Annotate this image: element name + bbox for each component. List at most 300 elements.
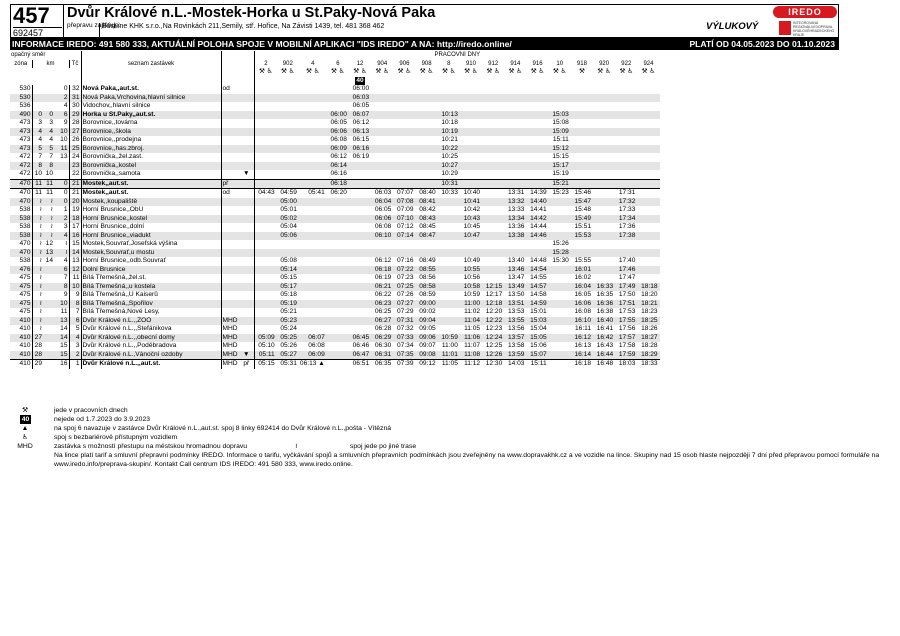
time-cell: [255, 94, 277, 103]
time-cell: [549, 223, 571, 232]
time-cell: 10:18: [441, 119, 458, 126]
time-cell: 17:33: [618, 206, 636, 213]
stop-mark: MHD: [222, 325, 238, 332]
time-cell: [277, 111, 299, 120]
time-cell: 04:43: [255, 189, 277, 198]
time-cell: [637, 153, 659, 162]
time-cell: [255, 153, 277, 162]
time-cell: [615, 119, 637, 128]
time-cell: 17:46: [615, 266, 637, 275]
time-cell: [416, 240, 438, 249]
time-cell: [637, 170, 659, 179]
time-cell: [327, 257, 349, 266]
trip-codes: ⚒ ♿: [530, 68, 545, 75]
stop-name: Borovnička,,kostel: [81, 162, 221, 171]
time-cell: 14:03: [504, 360, 526, 369]
time-cell: [482, 232, 504, 241]
time-cell: [526, 94, 548, 103]
time-cell: [327, 274, 349, 283]
time-cell: 12:25: [485, 342, 503, 349]
time-cell: 06:05: [330, 119, 347, 126]
time-cell: 13:40: [507, 257, 525, 264]
time-cell: 17:51: [615, 300, 637, 309]
stop-arrow: [239, 274, 255, 283]
stop-name: Mostek,Souvrať,u mostu: [81, 249, 221, 258]
time-cell: [255, 300, 277, 309]
time-cell: 12:26: [482, 351, 504, 360]
km-cell: 0: [32, 111, 43, 120]
time-cell: 06:13 ▲: [299, 360, 325, 367]
km-cell: ≀: [43, 198, 54, 207]
time-cell: 11:08: [460, 351, 482, 360]
time-cell: [593, 274, 615, 283]
time-cell: 06:16: [330, 170, 347, 177]
trip-codes: ⚒ ♿: [552, 68, 567, 75]
time-cell: 17:31: [615, 189, 637, 198]
stop-name: Vidochov,,hlavní silnice: [81, 102, 221, 111]
blank-cell: [221, 51, 255, 60]
time-cell: 08:47: [416, 232, 438, 241]
stop-row: [10, 249, 660, 258]
zone-cell: 476: [10, 266, 32, 275]
time-cell: [393, 136, 415, 145]
time-cell: 06:46: [352, 342, 370, 349]
time-cell: [255, 85, 277, 94]
time-cell: [393, 85, 415, 94]
stop-name: Mostek,,aut.st.: [81, 189, 221, 198]
zone-cell: 410: [10, 360, 32, 369]
time-cell: 17:59: [615, 351, 637, 360]
flag-cell: [460, 77, 482, 86]
time-cell: 05:10: [258, 342, 275, 349]
time-cell: [371, 102, 393, 111]
km-cell: 4: [63, 102, 68, 109]
time-cell: [593, 111, 615, 120]
time-cell: 18:18: [637, 283, 659, 292]
stop-name: Horní Brusnice,,odb.Souvrať: [81, 257, 221, 266]
time-cell: 08:45: [419, 223, 436, 230]
stop-name: Dvůr Králové n.L.,,aut.st.: [81, 360, 221, 369]
time-cell: 08:49: [419, 257, 436, 264]
time-cell: [482, 215, 504, 224]
stop-arrow: [239, 94, 255, 103]
km-cell: 28: [32, 342, 43, 351]
stop-row: [10, 136, 660, 145]
time-cell: 05:08: [280, 257, 297, 264]
stop-row: [10, 291, 660, 300]
time-cell: [549, 291, 571, 300]
time-cell: [504, 128, 526, 137]
time-cell: [482, 111, 504, 120]
time-cell: 14:42: [526, 215, 548, 224]
timetable-header: [10, 4, 839, 38]
time-cell: 10:45: [463, 223, 481, 230]
time-cell: [571, 94, 593, 103]
blank-cell: [221, 68, 255, 77]
time-cell: 17:40: [618, 257, 636, 264]
time-cell: [349, 240, 371, 249]
time-cell: 07:22: [393, 266, 415, 275]
time-cell: 06:05: [352, 102, 370, 109]
km-cell: ≀: [50, 223, 53, 230]
time-cell: 07:25: [393, 283, 415, 292]
flag-cell: [526, 77, 548, 86]
time-cell: 16:12: [571, 334, 593, 343]
zone-cell: 410: [10, 317, 32, 326]
stop-mark: [221, 102, 239, 111]
time-cell: 15:12: [549, 145, 571, 154]
time-cell: 12:20: [485, 308, 503, 315]
stop-name: Borovnice,,prodejna: [81, 136, 221, 145]
time-cell: 05:26: [280, 342, 297, 349]
km-cell: 4: [54, 232, 69, 241]
zone-cell: 410: [19, 342, 31, 349]
stop-name: Borovnice,,has.zbroj.: [81, 145, 221, 154]
time-cell: 15:48: [574, 206, 592, 213]
time-cell: 12:23: [485, 325, 503, 332]
time-cell: [277, 249, 299, 258]
codes-row: [10, 68, 660, 77]
time-cell: 05:23: [277, 317, 299, 326]
stop-arrow: ▼: [239, 170, 255, 179]
time-cell: 18:29: [637, 351, 659, 360]
time-cell: [549, 334, 571, 343]
km-cell: 8: [32, 162, 43, 171]
time-cell: [571, 249, 593, 258]
zone-cell: 538: [19, 257, 31, 264]
time-cell: [255, 274, 277, 283]
time-cell: [504, 240, 526, 249]
time-cell: [393, 249, 415, 258]
time-cell: [416, 85, 438, 94]
header-row-1: [10, 51, 660, 60]
time-cell: 10:55: [460, 266, 482, 275]
tc-cell: 8: [69, 300, 81, 309]
time-cell: [482, 170, 504, 179]
trip-codes: ⚒ ♿: [353, 68, 367, 75]
time-cell: 11:12: [460, 360, 482, 369]
zone-cell: 475: [10, 300, 32, 309]
time-cell: 08:43: [416, 215, 438, 224]
time-cell: 05:01: [280, 206, 297, 213]
stop-row: [10, 145, 660, 154]
km-cell: 12: [45, 240, 53, 247]
time-cell: 10:43: [460, 215, 482, 224]
time-cell: [349, 325, 371, 334]
logo-subtitle: INTEGROVANÁ REGIONÁLNÍ DOPRAVA KRÁLOVÉHRADECKÉHO KRAJE: [793, 21, 835, 37]
time-cell: [327, 223, 349, 232]
zone-cell: 490: [10, 111, 32, 120]
time-cell: 06:00: [352, 85, 370, 92]
stop-name: Mostek,,koupaliště: [81, 198, 221, 207]
time-cell: [299, 170, 327, 179]
time-cell: 15:07: [526, 351, 548, 360]
time-cell: 15:26: [552, 240, 569, 247]
km-cell: 7: [49, 153, 53, 160]
zone-cell: 470: [10, 198, 32, 207]
time-cell: [327, 240, 349, 249]
time-cell: [393, 162, 415, 171]
km-cell: 11: [32, 189, 43, 198]
time-cell: 07:32: [397, 325, 414, 332]
time-cell: 08:40: [416, 189, 438, 198]
time-cell: [460, 94, 482, 103]
time-cell: 15:04: [530, 325, 547, 332]
km-cell: 0: [54, 189, 69, 198]
km-cell: [43, 334, 54, 343]
time-cell: 13:59: [504, 351, 526, 360]
timetable-page: [10, 4, 839, 369]
time-cell: 07:08: [393, 198, 415, 207]
time-cell: 18:33: [637, 360, 659, 369]
time-cell: [299, 111, 327, 120]
stop-name: Dvůr Králové n.L.,,ZOO: [81, 317, 221, 326]
time-cell: 16:33: [593, 283, 615, 292]
stop-mark: [221, 111, 239, 120]
time-cell: [349, 249, 371, 258]
time-cell: [460, 153, 482, 162]
time-cell: [637, 240, 659, 249]
time-cell: [526, 111, 548, 120]
time-cell: [549, 215, 571, 224]
flag-cell: [504, 77, 526, 86]
km-cell: [43, 291, 54, 300]
time-cell: 11:04: [460, 317, 482, 326]
time-cell: 07:10: [393, 215, 415, 224]
stop-name: Bílá Třemešná,,Spořilov: [81, 300, 221, 309]
km-cell: ≀: [32, 283, 43, 292]
trip-number: 902: [282, 60, 293, 67]
time-cell: 09:02: [419, 308, 436, 315]
time-cell: [615, 102, 637, 111]
time-cell: 06:14: [327, 162, 349, 171]
time-cell: [615, 249, 637, 258]
km-cell: 3: [49, 119, 53, 126]
time-cell: [460, 128, 482, 137]
logo-badge-icon: [779, 21, 791, 35]
time-cell: [393, 102, 415, 111]
km-cell: 14: [60, 325, 68, 332]
time-cell: [593, 153, 615, 162]
time-cell: 06:45: [349, 334, 371, 343]
km-cell: 11: [32, 179, 43, 189]
blank-cell: [10, 77, 81, 86]
stop-name: Bílá Třemešná,,u kostela: [81, 283, 221, 292]
km-cell: ≀: [32, 317, 43, 326]
time-cell: [549, 351, 571, 360]
time-cell: 15:15: [552, 153, 569, 160]
time-cell: 17:57: [615, 334, 637, 343]
zone-cell: 475: [10, 283, 32, 292]
stop-row: [10, 111, 660, 120]
stop-mark: [221, 266, 239, 275]
trip-codes: ⚒ ♿: [331, 68, 345, 75]
trip-number: 912: [488, 60, 499, 67]
zone-cell: 536: [19, 102, 31, 109]
time-cell: 13:57: [504, 334, 526, 343]
trip-number: 10: [556, 60, 564, 67]
km-cell: [43, 266, 54, 275]
iredo-logo: [771, 5, 839, 38]
stop-name: Mostek,,aut.st.: [81, 179, 221, 189]
time-cell: [327, 317, 349, 326]
tc-cell: 1: [69, 360, 81, 369]
time-cell: 10:41: [460, 198, 482, 207]
time-cell: [327, 300, 349, 309]
trip-number: 916: [532, 60, 543, 67]
stop-name: Bílá Třemešná,,žel.st.: [81, 274, 221, 283]
tc-cell: 16: [69, 232, 81, 241]
legend-row: [10, 406, 880, 415]
time-cell: [593, 94, 615, 103]
stop-name: Borovnička,,samota: [81, 170, 221, 179]
time-cell: [299, 300, 327, 309]
time-cell: [371, 94, 393, 103]
time-cell: 05:06: [277, 232, 299, 241]
time-cell: 18:03: [615, 360, 637, 369]
time-cell: [393, 128, 415, 137]
time-cell: 16:40: [593, 317, 615, 326]
km-cell: ≀: [32, 198, 43, 207]
blank-cell: [81, 77, 221, 86]
time-cell: [637, 162, 659, 171]
zone-cell: 410: [19, 325, 31, 332]
stop-mark: [221, 249, 239, 258]
time-cell: [482, 206, 504, 215]
time-cell: [255, 240, 277, 249]
stop-name: Horní Brusnice,,dolní: [81, 223, 221, 232]
km-cell: ≀: [32, 249, 43, 258]
stop-mark: [221, 206, 239, 215]
flag-cell: [255, 77, 277, 86]
time-cell: [327, 291, 349, 300]
time-cell: [277, 162, 299, 171]
time-cell: [299, 291, 327, 300]
stop-arrow: [239, 102, 255, 111]
stop-mark: MHD: [222, 316, 238, 324]
time-cell: [438, 94, 460, 103]
time-cell: 17:34: [615, 215, 637, 224]
time-cell: [438, 85, 460, 94]
time-cell: [327, 206, 349, 215]
time-cell: 12:18: [482, 300, 504, 309]
stop-row: [10, 85, 660, 94]
tc-cell: 9: [69, 291, 81, 300]
trip-codes: ⚒ ♿: [619, 68, 634, 75]
time-cell: 13:49: [504, 283, 526, 292]
time-cell: 09:05: [419, 325, 436, 332]
km-cell: ≀: [54, 249, 69, 258]
time-cell: 06:09: [299, 351, 327, 360]
time-cell: [416, 111, 438, 120]
tc-cell: 13: [69, 257, 81, 266]
time-cell: [593, 179, 615, 189]
time-cell: [255, 283, 277, 292]
km-cell: ≀: [32, 232, 43, 241]
time-cell: [482, 136, 504, 145]
stop-mark: [221, 119, 239, 128]
km-header: km: [32, 60, 69, 69]
time-cell: [393, 240, 415, 249]
km-cell: 2: [54, 94, 69, 103]
time-cell: [615, 136, 637, 145]
time-cell: [504, 111, 526, 120]
time-cell: 13:36: [507, 223, 525, 230]
time-cell: [637, 136, 659, 145]
tc-cell: 12: [69, 266, 81, 275]
km-cell: [32, 102, 43, 111]
stop-row: [10, 317, 660, 326]
time-cell: [571, 136, 593, 145]
stop-mark: [221, 283, 239, 292]
time-cell: [327, 266, 349, 275]
time-cell: [255, 179, 277, 189]
time-cell: 06:06: [371, 215, 393, 224]
time-cell: [526, 119, 548, 128]
time-cell: 06:28: [374, 325, 392, 332]
time-cell: 10:19: [438, 128, 460, 137]
time-cell: [349, 162, 371, 171]
time-cell: [460, 102, 482, 111]
time-cell: 13:56: [507, 325, 525, 332]
time-cell: [482, 153, 504, 162]
time-cell: [327, 283, 349, 292]
time-cell: [299, 308, 327, 317]
time-cell: 06:18: [371, 266, 393, 275]
time-cell: 15:03: [526, 317, 548, 326]
trip-codes: ⚒ ♿: [375, 68, 390, 75]
stop-name: Horka u St.Paky,,aut.st.: [81, 111, 221, 120]
time-cell: [255, 128, 277, 137]
time-cell: 06:07: [299, 334, 327, 343]
time-cell: 13:58: [507, 342, 525, 349]
header-row-2: [10, 60, 660, 69]
time-cell: [277, 179, 299, 189]
time-cell: 16:41: [596, 325, 614, 332]
time-cell: [615, 179, 637, 189]
trip-number: 924: [643, 60, 654, 67]
time-cell: [349, 257, 371, 266]
km-cell: 4: [32, 128, 43, 137]
trip-number: 918: [576, 60, 587, 67]
time-cell: [549, 342, 571, 351]
time-cell: [460, 85, 482, 94]
line-box: [11, 5, 64, 38]
stop-row: [10, 334, 660, 343]
time-cell: [255, 206, 277, 215]
time-cell: [393, 145, 415, 154]
time-cell: [299, 179, 327, 189]
time-cell: [349, 308, 371, 317]
time-cell: 17:55: [615, 317, 637, 326]
blank-cell: [10, 68, 81, 77]
time-cell: [526, 136, 548, 145]
time-cell: [637, 198, 659, 207]
time-cell: [482, 266, 504, 275]
trip-number: 8: [447, 60, 451, 67]
info-text: INFORMACE IREDO: 491 580 333, AKTUÁLNÍ POLOHA SPOJE V MOBILNÍ APLIKACI "IDS IREDO" A NA: http://iredo.online/: [12, 39, 512, 49]
zone-cell: 470: [19, 240, 31, 247]
time-cell: [526, 162, 548, 171]
time-cell: 13:46: [504, 266, 526, 275]
time-cell: 06:15: [352, 136, 370, 143]
time-cell: 09:12: [416, 360, 438, 369]
time-cell: [460, 249, 482, 258]
km-cell: 10: [60, 136, 68, 143]
time-cell: [349, 198, 371, 207]
time-cell: [593, 206, 615, 215]
restriction-flag-40: 40: [356, 76, 364, 84]
